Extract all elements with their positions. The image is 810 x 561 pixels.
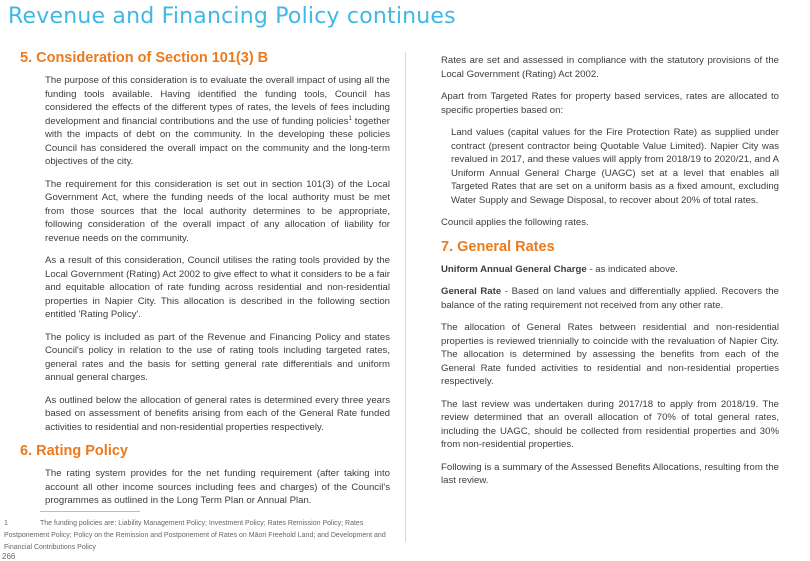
paragraph-text: - as indicated above. [586, 263, 678, 275]
paragraph: The requirement for this consideration is set out in section 101(3) of the Local Government Act, where the funding needs of the local authority must be met from those sources that the local authority determines to be appropriate, following consideration of the overall impact of any allocation of liability for revenue needs on the community. [45, 178, 390, 244]
uagc-label: Uniform Annual General Charge [441, 263, 587, 275]
indented-paragraph: Land values (capital values for the Fire Protection Rate) as supplied under contract (present contractor being Quotable Value Limited). Napier City was revalued in 2017, and these values will apply from 2018/19 to 2020/21, and A Uniform Annual General Charge (UAGC) set at a level that enables all Targeted Rates that are set on a uniform basis as a fixed amount, excluding Water Supply and Sewage Disposal, to recover about 20% of total rates. [451, 127, 779, 206]
column-divider [405, 52, 406, 542]
section-5-heading: 5. Consideration of Section 101(3) B [20, 50, 269, 66]
paragraph: As a result of this consideration, Council utilises the rating tools provided by the Local Government (Rating) Act 2002 to give effect to what it considers to be a fair and equitable allocation of rate funding across residential and non-residential properties in Napier City. This allocation is described in the following section entitled 'Rating Policy'. [45, 255, 390, 320]
footnote-number: 1 [4, 520, 8, 527]
right-column [441, 54, 779, 497]
page-number: 266 [2, 552, 16, 561]
paragraph [441, 285, 779, 312]
paragraph-text: The purpose of this consideration is to evaluate the overall impact of using all the funding tools available. Having identified the funding tools, Council has considered the effects of the different types of rates, the levels of fees including development and financial contributions and the use of funding policies [45, 75, 390, 127]
paragraph: Rates are set and assessed in compliance with the statutory provisions of the Local Government (Rating) Act 2002. [441, 55, 779, 80]
paragraph: Following is a summary of the Assessed Benefits Allocations, resulting from the last review. [441, 461, 779, 486]
paragraph: The rating system provides for the net funding requirement (after taking into account all other income sources including fees and charges) of the Council's programmes as outlined in the Long Term Plan or Annual Plan. [45, 468, 390, 506]
footnote-marker: 1 [348, 115, 352, 122]
footnote-rule [40, 511, 140, 512]
page-title: Revenue and Financing Policy continues [8, 4, 456, 29]
paragraph: Apart from Targeted Rates for property based services, rates are allocated to specific properties based on: [441, 91, 779, 116]
paragraph-text: - Based on land values and differentially applied. Recovers the balance of the rating requirement not received from any other rate. [441, 286, 779, 311]
paragraph [441, 263, 779, 277]
footnote-text: The funding policies are: Liability Management Policy; Investment Policy; Rates Remission Policy; Rates Postponement Policy; Policy on the Remission and Postponement of Rates on Māori Freehold Land; and Development and Financial Contributions Policy [4, 520, 386, 551]
paragraph-text: together with the impacts of debt on the community. In the developing these policies Council has considered the overall impact on the community and the long-term objectives of the city. [45, 115, 390, 167]
paragraph: As outlined below the allocation of general rates is determined every three years based on assessment of benefits arising from each of the General Rate funded activities to residential and non-residential properties respectively. [45, 394, 390, 433]
left-column [20, 50, 390, 517]
paragraph: Council applies the following rates. [441, 217, 589, 228]
paragraph: The allocation of General Rates between residential and non-residential properties is reviewed triennially to coincide with the revaluation of Napier City. The allocation is determined by assessing the benefits from each of the General Rate funded activities to residential and non-residential properties respectively. [441, 322, 779, 387]
footnote [4, 518, 396, 554]
section-7-heading: 7. General Rates [441, 238, 555, 255]
section-6-heading: 6. Rating Policy [20, 443, 128, 459]
paragraph: The last review was undertaken during 2017/18 to apply from 2018/19. The review determined that an overall allocation of 70% of total general rates, including the UAGC, should be collected from residential properties and 30% from non-residential properties. [441, 398, 779, 450]
paragraph: The policy is included as part of the Revenue and Financing Policy and states Council's policy in relation to the use of rating tools including targeted rates, general rates and the basis for setting general rate differentials and uniform annual general charges. [45, 331, 390, 383]
paragraph [45, 74, 390, 169]
general-rate-label: General Rate [441, 286, 502, 297]
